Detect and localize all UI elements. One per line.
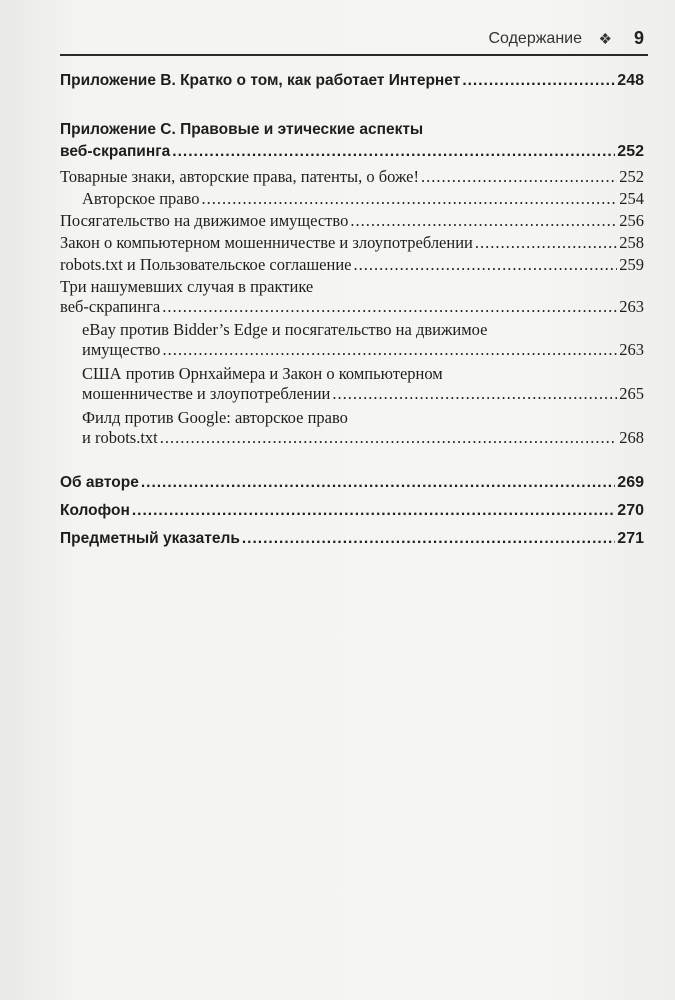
- toc-entry-page: 248: [617, 72, 644, 89]
- leader-dots: [332, 384, 617, 404]
- toc-entry-title: Закон о компьютерном мошенничестве и злоупотреблении: [60, 233, 473, 252]
- toc-entry-title: Колофон: [60, 502, 130, 519]
- toc-entry-title: eBay против Bidder’s Edge и посягательство на движимое: [82, 320, 488, 339]
- toc-entry-trespass[interactable]: [60, 211, 644, 231]
- ornament-icon: ❖: [598, 31, 612, 48]
- toc-entry-index[interactable]: [60, 530, 644, 548]
- page-number: 9: [633, 28, 644, 48]
- toc-entry-page: 268: [619, 428, 644, 447]
- toc-entry-robots[interactable]: [60, 255, 644, 275]
- toc-entry-page: 252: [619, 167, 644, 186]
- leader-dots: [350, 211, 617, 231]
- leader-dots: [162, 297, 617, 317]
- toc-entry-trademarks[interactable]: [60, 167, 644, 187]
- toc-entry-title: США против Орнхаймера и Закон о компьютерном: [82, 364, 443, 383]
- leader-dots: [172, 143, 615, 161]
- toc-entry-page: 258: [619, 233, 644, 252]
- toc-entry-title-cont: мошенничестве и злоупотреблении: [82, 384, 331, 403]
- leader-dots: [421, 167, 617, 187]
- leader-dots: [475, 233, 617, 253]
- toc-entry-page: 252: [617, 143, 644, 160]
- toc-entry-appendix-c[interactable]: [60, 121, 644, 161]
- toc-entry-title-cont: имущество: [82, 340, 161, 359]
- toc-entry-page: 263: [619, 340, 644, 359]
- leader-dots: [141, 474, 615, 492]
- toc-entry-title: Филд против Google: авторское право: [82, 408, 348, 427]
- toc-entry-title: Приложение C. Правовые и этические аспекты: [60, 121, 424, 138]
- toc-entry-colophon[interactable]: [60, 502, 644, 520]
- leader-dots: [242, 530, 615, 548]
- toc-entry-page: 256: [619, 211, 644, 230]
- toc-entry-ebay[interactable]: [60, 320, 644, 360]
- toc-entry-appendix-b[interactable]: [60, 72, 644, 90]
- leader-dots: [202, 189, 618, 209]
- toc-entry-title: Товарные знаки, авторские права, патенты, о боже!: [60, 167, 419, 186]
- toc-entry-page: 269: [617, 474, 644, 491]
- toc-entry-page: 263: [619, 297, 644, 316]
- toc-entry-page: 270: [617, 502, 644, 519]
- toc-entry-title: Предметный указатель: [60, 530, 240, 547]
- leader-dots: [160, 428, 618, 448]
- toc-entry-title-cont: и robots.txt: [82, 428, 158, 447]
- toc-entry-title: Авторское право: [82, 189, 200, 208]
- toc-entry-title-cont: веб-скрапинга: [60, 143, 171, 160]
- leader-dots: [462, 72, 615, 90]
- toc-entry-title: Приложение B. Кратко о том, как работает Интернет: [60, 72, 461, 89]
- toc-entry-page: 259: [619, 255, 644, 274]
- toc-entry-page: 265: [619, 384, 644, 403]
- toc-entry-copyright[interactable]: [60, 189, 644, 209]
- running-header: [60, 30, 648, 56]
- toc-entry-about-author[interactable]: [60, 474, 644, 492]
- toc-entry-auernheimer[interactable]: [60, 364, 644, 404]
- toc-entry-title-cont: веб-скрапинга: [60, 297, 161, 316]
- leader-dots: [162, 340, 617, 360]
- toc-entry-title: Три нашумевших случая в практике: [60, 277, 314, 296]
- toc-entry-page: 254: [619, 189, 644, 208]
- toc-entry-title: robots.txt и Пользовательское соглашение: [60, 255, 352, 274]
- leader-dots: [354, 255, 618, 275]
- toc-entry-title: Посягательство на движимое имущество: [60, 211, 349, 230]
- toc-entry-page: 271: [617, 530, 644, 547]
- leader-dots: [132, 502, 615, 520]
- header-title: Содержание: [488, 30, 582, 47]
- toc-entry-title: Об авторе: [60, 474, 139, 491]
- toc-entry-field-google[interactable]: [60, 408, 644, 448]
- header-rule: [60, 54, 648, 56]
- toc-entry-cfaa[interactable]: [60, 233, 644, 253]
- toc-entry-three-cases[interactable]: [60, 277, 644, 317]
